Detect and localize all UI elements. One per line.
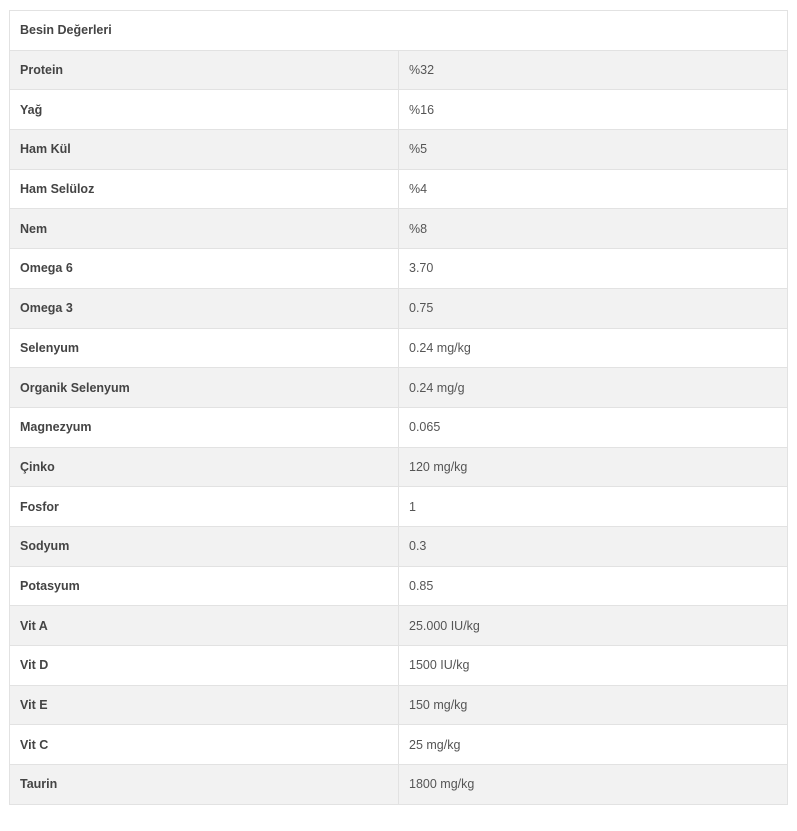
table-title: Besin Değerleri <box>10 11 788 51</box>
table-row <box>10 328 788 368</box>
table-row <box>10 725 788 765</box>
nutrient-name: Potasyum <box>10 566 399 606</box>
nutrient-value: 0.24 mg/g <box>399 368 788 408</box>
table-row <box>10 169 788 209</box>
nutrient-value: 25.000 IU/kg <box>399 606 788 646</box>
nutrient-name: Protein <box>10 50 399 90</box>
nutrient-name: Omega 3 <box>10 288 399 328</box>
nutrient-value: 0.85 <box>399 566 788 606</box>
nutrient-value: 0.3 <box>399 526 788 566</box>
table-row <box>10 90 788 130</box>
nutrient-name: Vit A <box>10 606 399 646</box>
nutrient-name: Yağ <box>10 90 399 130</box>
table-row <box>10 368 788 408</box>
nutrient-value: 0.065 <box>399 407 788 447</box>
nutrient-name: Selenyum <box>10 328 399 368</box>
nutrition-table <box>9 10 788 805</box>
nutrient-value: %16 <box>399 90 788 130</box>
nutrient-name: Sodyum <box>10 526 399 566</box>
table-row <box>10 646 788 686</box>
table-row <box>10 606 788 646</box>
table-row <box>10 209 788 249</box>
nutrient-name: Omega 6 <box>10 249 399 289</box>
nutrient-value: 1500 IU/kg <box>399 646 788 686</box>
nutrition-table-container <box>9 10 788 805</box>
nutrient-name: Çinko <box>10 447 399 487</box>
nutrient-value: %4 <box>399 169 788 209</box>
table-row <box>10 407 788 447</box>
table-row <box>10 765 788 805</box>
table-row <box>10 685 788 725</box>
table-row <box>10 130 788 170</box>
table-row <box>10 50 788 90</box>
nutrient-name: Fosfor <box>10 487 399 527</box>
nutrient-value: 1 <box>399 487 788 527</box>
nutrient-value: %5 <box>399 130 788 170</box>
nutrient-value: 1800 mg/kg <box>399 765 788 805</box>
nutrient-value: 150 mg/kg <box>399 685 788 725</box>
nutrient-value: 0.24 mg/kg <box>399 328 788 368</box>
table-row <box>10 288 788 328</box>
nutrient-value: %8 <box>399 209 788 249</box>
table-row <box>10 526 788 566</box>
nutrient-value: 25 mg/kg <box>399 725 788 765</box>
nutrient-name: Vit E <box>10 685 399 725</box>
table-row <box>10 447 788 487</box>
nutrient-name: Vit C <box>10 725 399 765</box>
table-row <box>10 566 788 606</box>
nutrient-value: 120 mg/kg <box>399 447 788 487</box>
table-header-row <box>10 11 788 51</box>
nutrient-name: Vit D <box>10 646 399 686</box>
nutrient-name: Ham Selüloz <box>10 169 399 209</box>
nutrient-name: Nem <box>10 209 399 249</box>
table-row <box>10 487 788 527</box>
nutrient-value: %32 <box>399 50 788 90</box>
nutrient-name: Magnezyum <box>10 407 399 447</box>
nutrient-value: 0.75 <box>399 288 788 328</box>
nutrient-value: 3.70 <box>399 249 788 289</box>
nutrient-name: Ham Kül <box>10 130 399 170</box>
table-row <box>10 249 788 289</box>
nutrient-name: Organik Selenyum <box>10 368 399 408</box>
nutrient-name: Taurin <box>10 765 399 805</box>
